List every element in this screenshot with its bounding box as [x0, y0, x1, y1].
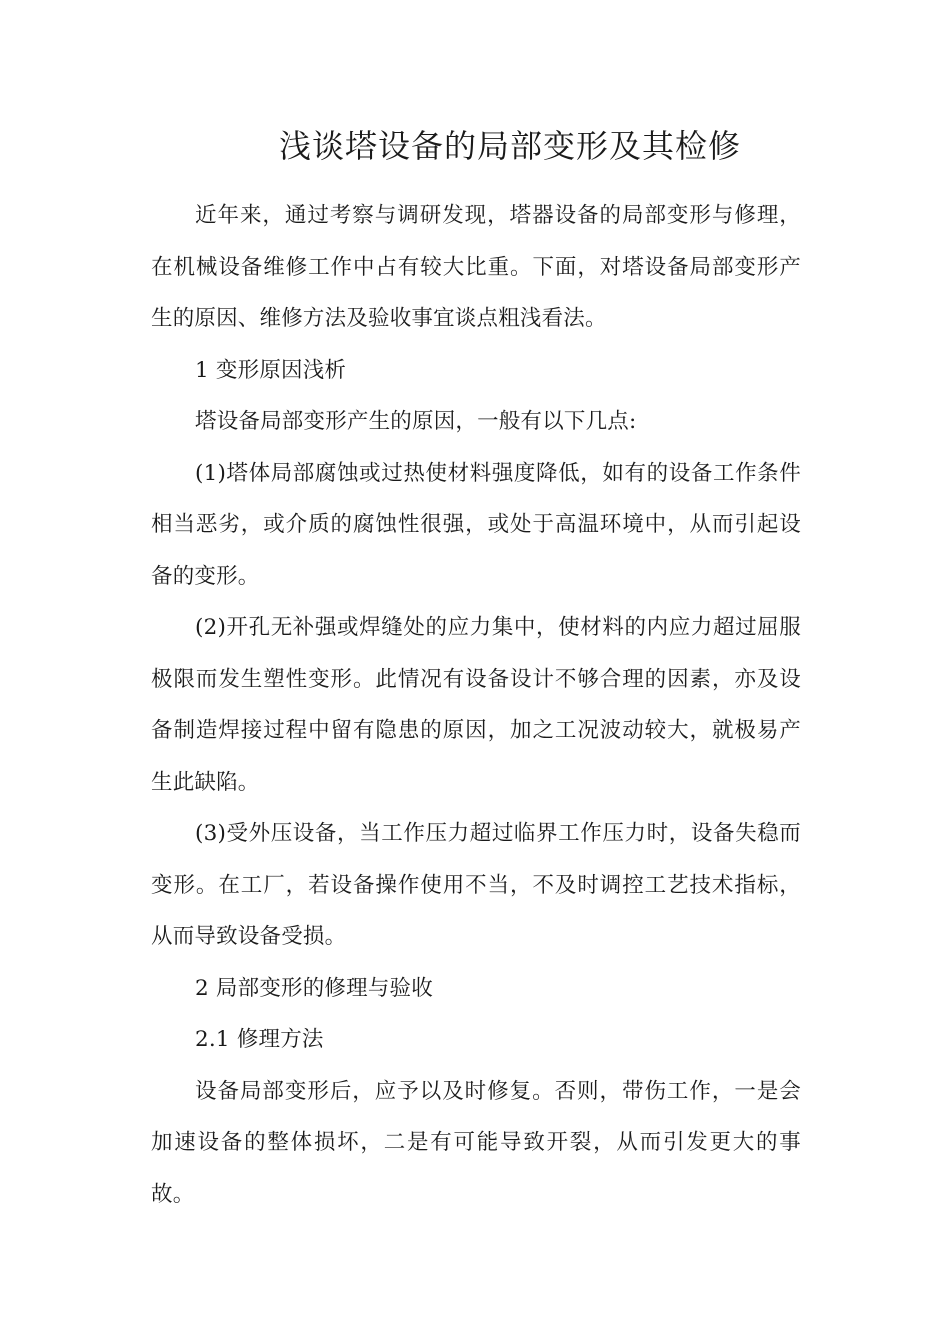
document-body	[151, 190, 801, 1220]
document-title: 浅谈塔设备的局部变形及其检修	[278, 127, 741, 165]
paragraph-causes-lead: 塔设备局部变形产生的原因，一般有以下几点:	[195, 409, 637, 434]
subsection-heading-2-1: 2.1 修理方法	[195, 1027, 324, 1052]
paragraph-intro: 近年来，通过考察与调研发现，塔器设备的局部变形与修理，在机械设备维修工作中占有较大比重。下面，对塔设备局部变形产生的原因、维修方法及验收事宜谈点粗浅看法。	[151, 203, 801, 331]
section-heading-2: 2 局部变形的修理与验收	[195, 975, 433, 1001]
paragraph-repair: 设备局部变形后，应予以及时修复。否则，带伤工作，一是会加速设备的整体损坏，二是有可能导致开裂，从而引发更大的事故。	[151, 1078, 801, 1207]
paragraph-cause-3: (3)受外压设备，当工作压力超过临界工作压力时，设备失稳而变形。在工厂，若设备操作使用不当，不及时调控工艺技术指标，从而导致设备受损。	[151, 821, 801, 949]
section-heading-1: 1 变形原因浅析	[195, 357, 347, 383]
paragraph-cause-1: (1)塔体局部腐蚀或过热使材料强度降低，如有的设备工作条件相当恶劣，或介质的腐蚀性很强，或处于高温环境中，从而引起设备的变形。	[151, 460, 801, 589]
paragraph-cause-2: (2)开孔无补强或焊缝处的应力集中，使材料的内应力超过屈服极限而发生塑性变形。此情况有设备设计不够合理的因素，亦及设备制造焊接过程中留有隐患的原因，加之工况波动较大，就极易产生此缺陷。	[151, 615, 801, 795]
